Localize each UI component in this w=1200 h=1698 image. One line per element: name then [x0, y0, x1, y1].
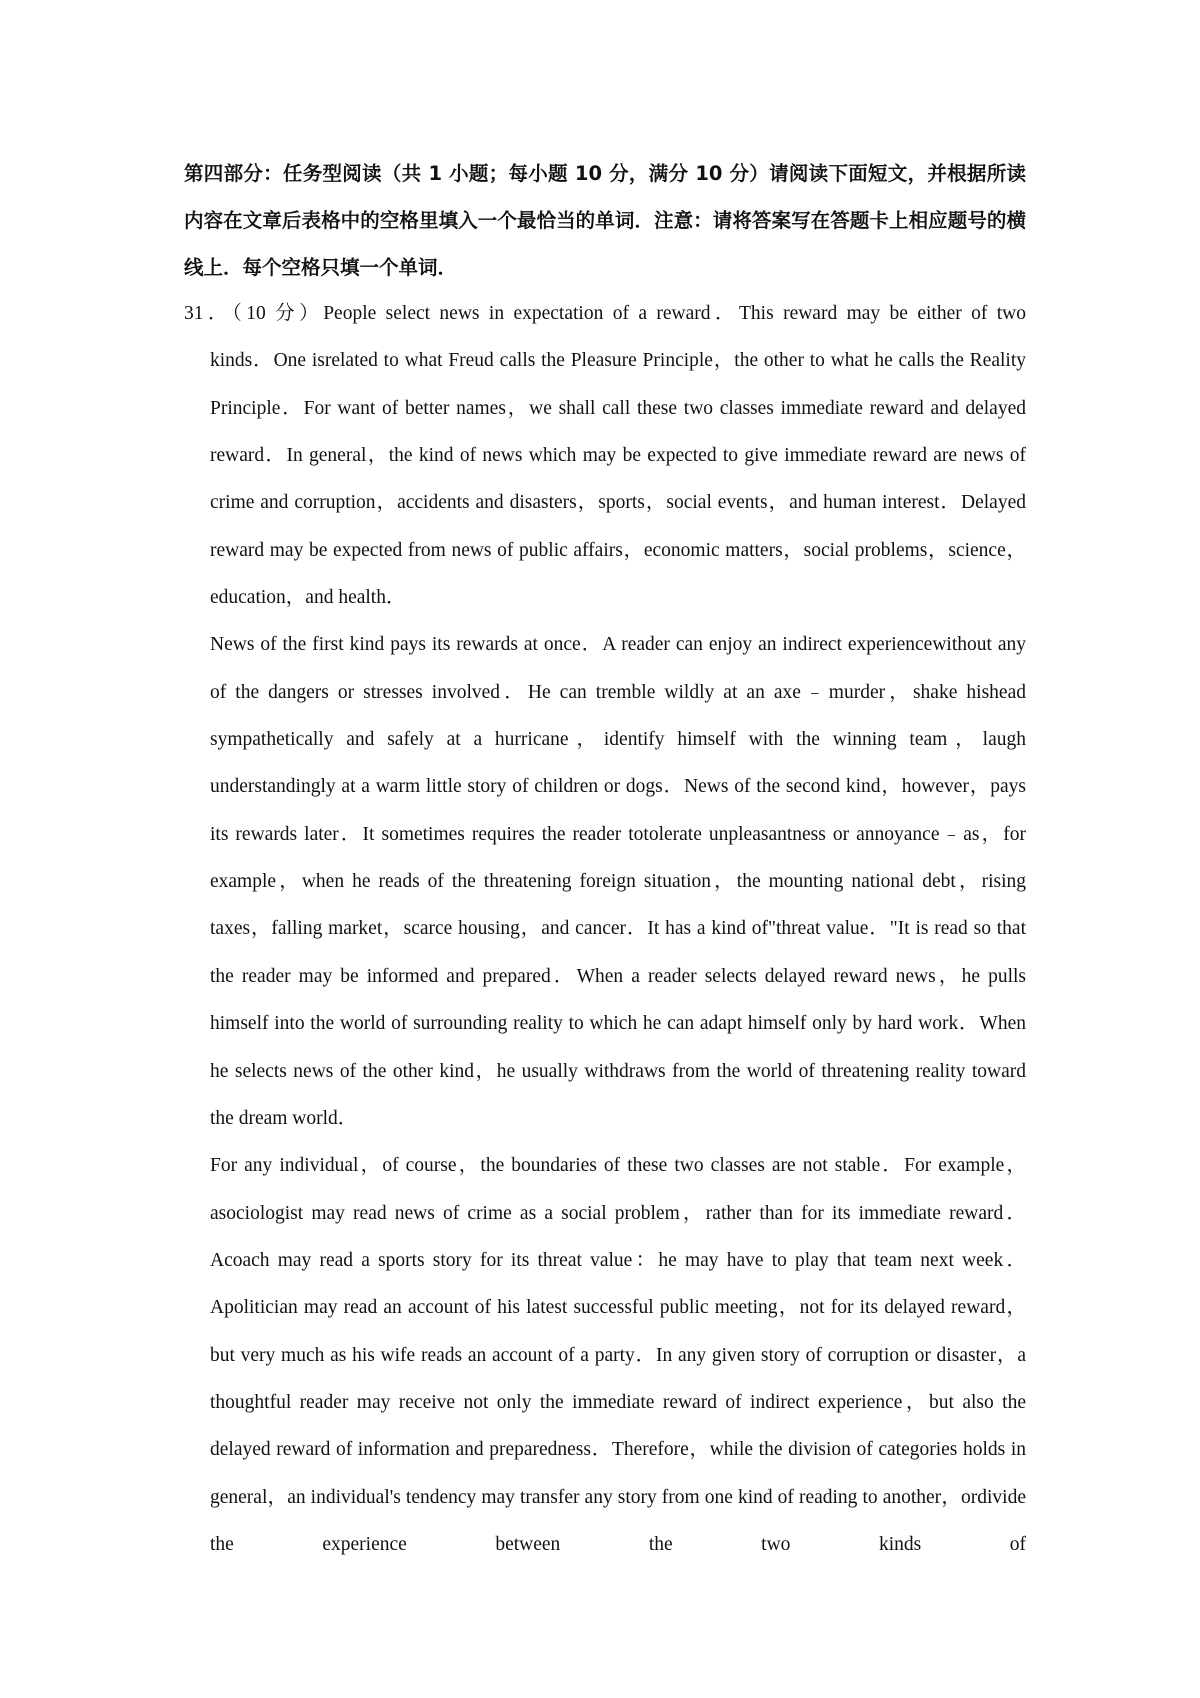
section-instructions: 第四部分：任务型阅读（共 1 小题；每小题 10 分，满分 10 分）请阅读下面短文，并根据所读内容在文章后表格中的空格里填入一个最恰当的单词．注意：请将答案写在答题卡上相应题号的横线上．每个空格只填一个单词．: [184, 162, 1026, 279]
question-31: [184, 290, 1026, 1568]
question-number: 31．: [184, 303, 233, 324]
passage-paragraph-2: News of the first kind pays its rewards at once．A reader can enjoy an indirect experiencewithout any of the dangers or stresses involved．He can tremble wildly at an axe﹣murder，shake hishead sympathetically and safely at a hurricane，identify himself with the winning team，laugh understandingly at a warm little story of children or dogs．News of the second kind，however，pays its rewards later．It sometimes requires the reader totolerate unpleasantness or annoyance﹣as，for example，when he reads of the threatening foreign situation，the mounting national debt，rising taxes，falling market，scarce housing，and cancer．It has a kind of"threat value．"It is read so that the reader may be informed and prepared．When a reader selects delayed reward news，he pulls himself into the world of surrounding reality to which he can adapt himself only by hard work．When he selects news of the other kind，he usually withdraws from the world of threatening reality toward the dream world．: [210, 634, 1027, 1129]
question-points: （10 分）: [232, 303, 324, 324]
question-intro: People select news in expectation of a reward．This reward may be either of two: [323, 303, 1026, 324]
passage-paragraph-1: kinds．One isrelated to what Freud calls the Pleasure Principle，the other to what he calls the Reality Principle．For want of better names，we shall call these two classes immediate reward and delayed reward．In general，the kind of news which may be expected to give immediate reward are news of crime and corruption，accidents and disasters，sports，social events，and human interest．Delayed reward may be expected from news of public affairs，economic matters，social problems，science，education，and health．: [210, 350, 1026, 609]
passage-body: [210, 337, 1026, 1568]
question-first-line: [184, 290, 1026, 337]
passage-paragraph-3: For any individual，of course，the boundaries of these two classes are not stable．For example，asociologist may read news of crime as a social problem，rather than for its immediate reward．Acoach may read a sports story for its threat value：he may have to play that team next week．Apolitician may read an account of his latest successful public meeting，not for its delayed reward，but very much as his wife reads an account of a party．In any given story of corruption or disaster，a thoughtful reader may receive not only the immediate reward of indirect experience，but also the delayed reward of information and preparedness．Therefore，while the division of categories holds in general，an individual's tendency may transfer any story from one kind of reading to another，ordivide the experience between the two kinds of: [210, 1155, 1026, 1555]
